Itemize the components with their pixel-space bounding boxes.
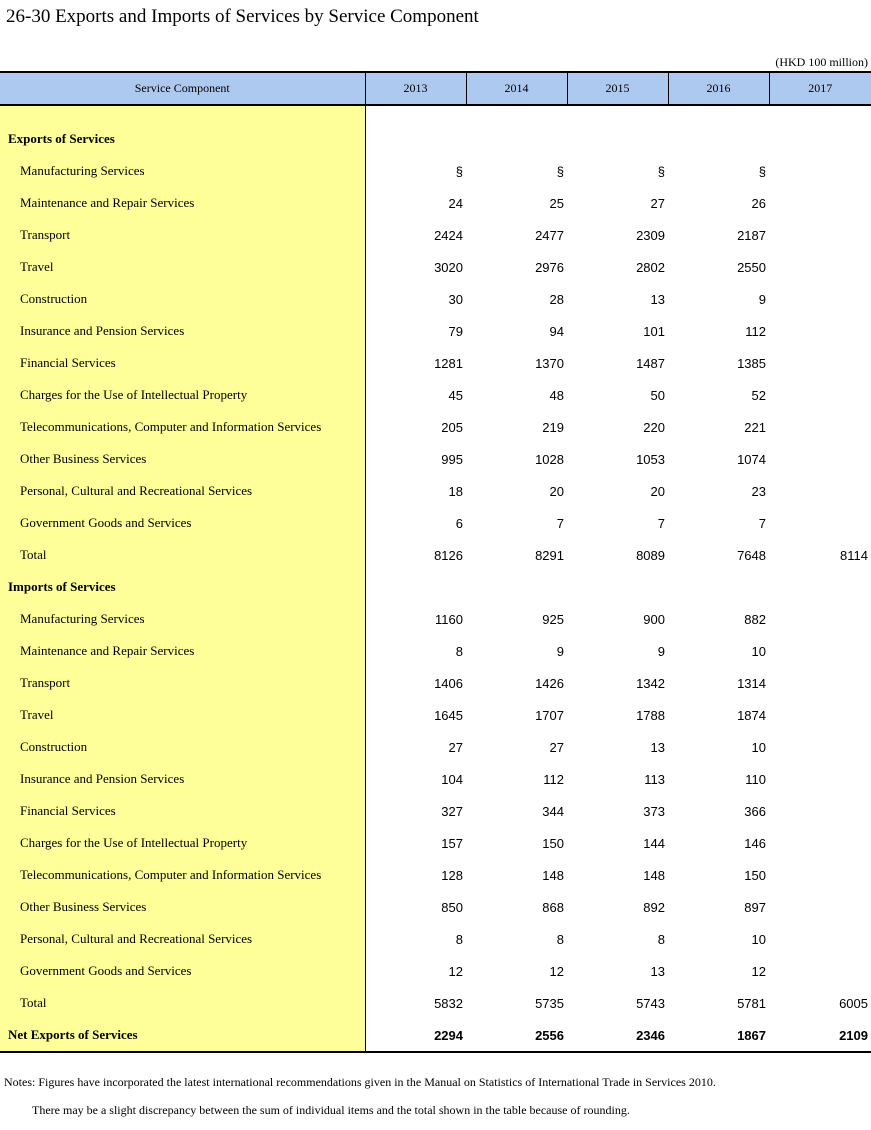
row-label: Travel xyxy=(0,251,365,283)
table-row xyxy=(0,539,871,571)
value-cell: 1342 xyxy=(636,675,665,691)
value-cell: 150 xyxy=(744,867,766,883)
value-cell: 8126 xyxy=(434,547,463,563)
value-cell xyxy=(769,347,871,379)
section-header-row xyxy=(0,123,871,155)
table-row xyxy=(0,315,871,347)
value-cell xyxy=(769,379,871,411)
value-cell: 148 xyxy=(643,867,665,883)
value-cell: 10 xyxy=(751,643,766,659)
spacer-cell xyxy=(365,105,871,123)
value-cell xyxy=(769,923,871,955)
value-cell: 3020 xyxy=(434,259,463,275)
row-label: Travel xyxy=(0,699,365,731)
value-cell: 1788 xyxy=(636,707,665,723)
value-cell xyxy=(769,187,871,219)
table-body xyxy=(0,105,871,1052)
value-cell xyxy=(769,763,871,795)
value-cell xyxy=(769,251,871,283)
row-label: Total xyxy=(0,987,365,1019)
value-cell: 9 xyxy=(657,643,665,659)
table-row xyxy=(0,155,871,187)
table-row xyxy=(0,603,871,635)
header-service-component: Service Component xyxy=(0,72,365,105)
value-cell: § xyxy=(556,163,564,179)
value-cell: 113 xyxy=(644,771,665,787)
table-row xyxy=(0,891,871,923)
value-cell: 8 xyxy=(455,931,463,947)
value-cell: 94 xyxy=(549,323,564,339)
value-cell: 1074 xyxy=(737,451,766,467)
value-cell: 2976 xyxy=(535,259,564,275)
value-cell: 220 xyxy=(643,419,665,435)
value-cell: 128 xyxy=(441,867,463,883)
row-label: Charges for the Use of Intellectual Property xyxy=(0,379,365,411)
value-cell: 5832 xyxy=(434,995,463,1011)
value-cell: 7 xyxy=(556,515,564,531)
unit-label: (HKD 100 million) xyxy=(775,55,868,69)
value-cell: 8089 xyxy=(636,547,665,563)
page-title: 26-30 Exports and Imports of Services by Service Component xyxy=(6,6,479,27)
value-cell: 2309 xyxy=(636,227,665,243)
value-cell: 24 xyxy=(448,195,463,211)
value-cell: 8291 xyxy=(535,547,564,563)
value-cell: 1370 xyxy=(535,355,564,371)
value-cell xyxy=(769,731,871,763)
value-cell: 2187 xyxy=(737,227,766,243)
table-row xyxy=(0,955,871,987)
services-table xyxy=(0,71,871,1053)
value-cell xyxy=(769,635,871,667)
value-cell xyxy=(769,315,871,347)
value-cell: 2424 xyxy=(434,227,463,243)
value-cell: 1487 xyxy=(636,355,665,371)
value-cell: 5781 xyxy=(737,995,766,1011)
value-cell: 45 xyxy=(448,387,463,403)
row-label: Other Business Services xyxy=(0,891,365,923)
value-cell: 897 xyxy=(744,899,766,915)
row-label: Charges for the Use of Intellectual Property xyxy=(0,827,365,859)
value-cell: 23 xyxy=(751,483,766,499)
table-row xyxy=(0,443,871,475)
value-cell xyxy=(769,475,871,507)
value-cell xyxy=(769,411,871,443)
section-blank-cell xyxy=(365,571,871,603)
table-row xyxy=(0,763,871,795)
value-cell xyxy=(769,891,871,923)
value-cell: 104 xyxy=(441,771,463,787)
row-label: Manufacturing Services xyxy=(0,603,365,635)
value-cell: 2550 xyxy=(737,259,766,275)
value-cell: 12 xyxy=(751,963,766,979)
value-cell: 995 xyxy=(441,451,463,467)
table-row xyxy=(0,283,871,315)
section-title: Exports of Services xyxy=(0,123,365,155)
spacer-cell xyxy=(0,105,365,123)
value-cell: 20 xyxy=(549,483,564,499)
row-label: Government Goods and Services xyxy=(0,955,365,987)
table-row xyxy=(0,379,871,411)
value-cell: 2477 xyxy=(535,227,564,243)
value-cell xyxy=(769,507,871,539)
value-cell: 18 xyxy=(448,483,463,499)
value-cell: 882 xyxy=(744,611,766,627)
value-cell: 1406 xyxy=(434,675,463,691)
row-label: Maintenance and Repair Services xyxy=(0,187,365,219)
value-cell: 344 xyxy=(542,803,564,819)
value-cell: 27 xyxy=(448,739,463,755)
spacer-row xyxy=(0,105,871,123)
section-title: Imports of Services xyxy=(0,571,365,603)
value-cell: 219 xyxy=(542,419,564,435)
value-cell: 1385 xyxy=(737,355,766,371)
row-label: Financial Services xyxy=(0,795,365,827)
row-label: Manufacturing Services xyxy=(0,155,365,187)
table-row xyxy=(0,859,871,891)
value-cell: 10 xyxy=(751,931,766,947)
table-row xyxy=(0,731,871,763)
table-row xyxy=(0,827,871,859)
row-label: Insurance and Pension Services xyxy=(0,763,365,795)
row-label: Personal, Cultural and Recreational Services xyxy=(0,923,365,955)
row-label: Other Business Services xyxy=(0,443,365,475)
value-cell xyxy=(769,827,871,859)
row-label: Transport xyxy=(0,219,365,251)
value-cell: 850 xyxy=(441,899,463,915)
row-label: Financial Services xyxy=(0,347,365,379)
row-label: Construction xyxy=(0,731,365,763)
net-exports-row xyxy=(0,1019,871,1052)
value-cell: 110 xyxy=(745,771,766,787)
value-cell: 1426 xyxy=(535,675,564,691)
section-header-row xyxy=(0,571,871,603)
header-year: 2015 xyxy=(567,72,668,105)
value-cell: 2346 xyxy=(567,1019,668,1052)
value-cell: 1874 xyxy=(737,707,766,723)
table-row xyxy=(0,219,871,251)
value-cell: 9 xyxy=(758,291,766,307)
value-cell: 112 xyxy=(543,771,564,787)
value-cell: 28 xyxy=(549,291,564,307)
value-cell xyxy=(769,443,871,475)
value-cell: 8 xyxy=(556,931,564,947)
table-row xyxy=(0,251,871,283)
row-label: Telecommunications, Computer and Information Services xyxy=(0,411,365,443)
value-cell: 925 xyxy=(542,611,564,627)
value-cell: 327 xyxy=(441,803,463,819)
value-cell: 9 xyxy=(556,643,564,659)
value-cell xyxy=(769,859,871,891)
value-cell: 12 xyxy=(549,963,564,979)
value-cell xyxy=(769,795,871,827)
value-cell xyxy=(769,283,871,315)
value-cell: 373 xyxy=(643,803,665,819)
value-cell: 1314 xyxy=(737,675,766,691)
table-row xyxy=(0,987,871,1019)
value-cell: 1645 xyxy=(434,707,463,723)
value-cell xyxy=(769,155,871,187)
table-row xyxy=(0,699,871,731)
value-cell: 7648 xyxy=(737,547,766,563)
row-label: Maintenance and Repair Services xyxy=(0,635,365,667)
value-cell: 27 xyxy=(549,739,564,755)
row-label: Construction xyxy=(0,283,365,315)
value-cell: 2556 xyxy=(466,1019,567,1052)
table-row xyxy=(0,923,871,955)
value-cell: 2802 xyxy=(636,259,665,275)
value-cell: 8 xyxy=(657,931,665,947)
value-cell: 205 xyxy=(441,419,463,435)
value-cell: 52 xyxy=(751,387,766,403)
value-cell: 144 xyxy=(643,835,665,851)
value-cell: 13 xyxy=(650,291,665,307)
value-cell: 1053 xyxy=(636,451,665,467)
table-row xyxy=(0,187,871,219)
value-cell: 146 xyxy=(744,835,766,851)
row-label: Net Exports of Services xyxy=(0,1019,365,1052)
value-cell: 10 xyxy=(751,739,766,755)
row-label: Transport xyxy=(0,667,365,699)
value-cell: 1028 xyxy=(535,451,564,467)
value-cell: 50 xyxy=(650,387,665,403)
value-cell: 26 xyxy=(751,195,766,211)
value-cell: 25 xyxy=(549,195,564,211)
value-cell: 1160 xyxy=(435,611,463,627)
row-label: Insurance and Pension Services xyxy=(0,315,365,347)
value-cell: 900 xyxy=(643,611,665,627)
value-cell: 6005 xyxy=(839,995,868,1011)
table-row xyxy=(0,507,871,539)
value-cell: 79 xyxy=(448,323,463,339)
header-year: 2014 xyxy=(466,72,567,105)
value-cell: 868 xyxy=(542,899,564,915)
value-cell: 27 xyxy=(650,195,665,211)
value-cell: 8114 xyxy=(840,547,868,563)
row-label: Personal, Cultural and Recreational Services xyxy=(0,475,365,507)
value-cell: 30 xyxy=(448,291,463,307)
value-cell: § xyxy=(657,163,665,179)
header-year: 2016 xyxy=(668,72,769,105)
value-cell xyxy=(769,699,871,731)
value-cell: 20 xyxy=(650,483,665,499)
value-cell: 2109 xyxy=(769,1019,871,1052)
section-blank-cell xyxy=(365,123,871,155)
value-cell: 48 xyxy=(549,387,564,403)
note-line: There may be a slight discrepancy between the sum of individual items and the total shown in the table because of rounding. xyxy=(32,1103,630,1117)
value-cell: 150 xyxy=(542,835,564,851)
row-label: Government Goods and Services xyxy=(0,507,365,539)
value-cell: 101 xyxy=(643,323,665,339)
row-label: Total xyxy=(0,539,365,571)
note-line: Notes: Figures have incorporated the latest international recommendations given in the Manual on Statistics of International Trade in Services 2010. xyxy=(4,1075,716,1089)
value-cell xyxy=(769,219,871,251)
value-cell xyxy=(769,603,871,635)
table-row xyxy=(0,635,871,667)
value-cell: § xyxy=(758,163,766,179)
value-cell: 7 xyxy=(758,515,766,531)
notes xyxy=(4,1075,716,1118)
table-row xyxy=(0,475,871,507)
value-cell: 8 xyxy=(455,643,463,659)
value-cell xyxy=(769,667,871,699)
table-row xyxy=(0,411,871,443)
header-row xyxy=(0,72,871,105)
value-cell xyxy=(769,955,871,987)
value-cell: § xyxy=(455,163,463,179)
row-label: Telecommunications, Computer and Information Services xyxy=(0,859,365,891)
value-cell: 221 xyxy=(744,419,766,435)
value-cell: 13 xyxy=(650,963,665,979)
value-cell: 12 xyxy=(448,963,463,979)
value-cell: 5743 xyxy=(636,995,665,1011)
value-cell: 366 xyxy=(744,803,766,819)
value-cell: 1867 xyxy=(668,1019,769,1052)
value-cell: 112 xyxy=(745,323,766,339)
table-row xyxy=(0,667,871,699)
value-cell: 148 xyxy=(542,867,564,883)
value-cell: 5735 xyxy=(535,995,564,1011)
value-cell: 1707 xyxy=(535,707,564,723)
value-cell: 13 xyxy=(650,739,665,755)
value-cell: 2294 xyxy=(365,1019,466,1052)
header-year: 2013 xyxy=(365,72,466,105)
value-cell: 6 xyxy=(455,515,463,531)
value-cell: 7 xyxy=(657,515,665,531)
value-cell: 1281 xyxy=(434,355,463,371)
value-cell: 892 xyxy=(643,899,665,915)
header-year: 2017 xyxy=(769,72,871,105)
table-row xyxy=(0,347,871,379)
value-cell: 157 xyxy=(441,835,463,851)
table-row xyxy=(0,795,871,827)
